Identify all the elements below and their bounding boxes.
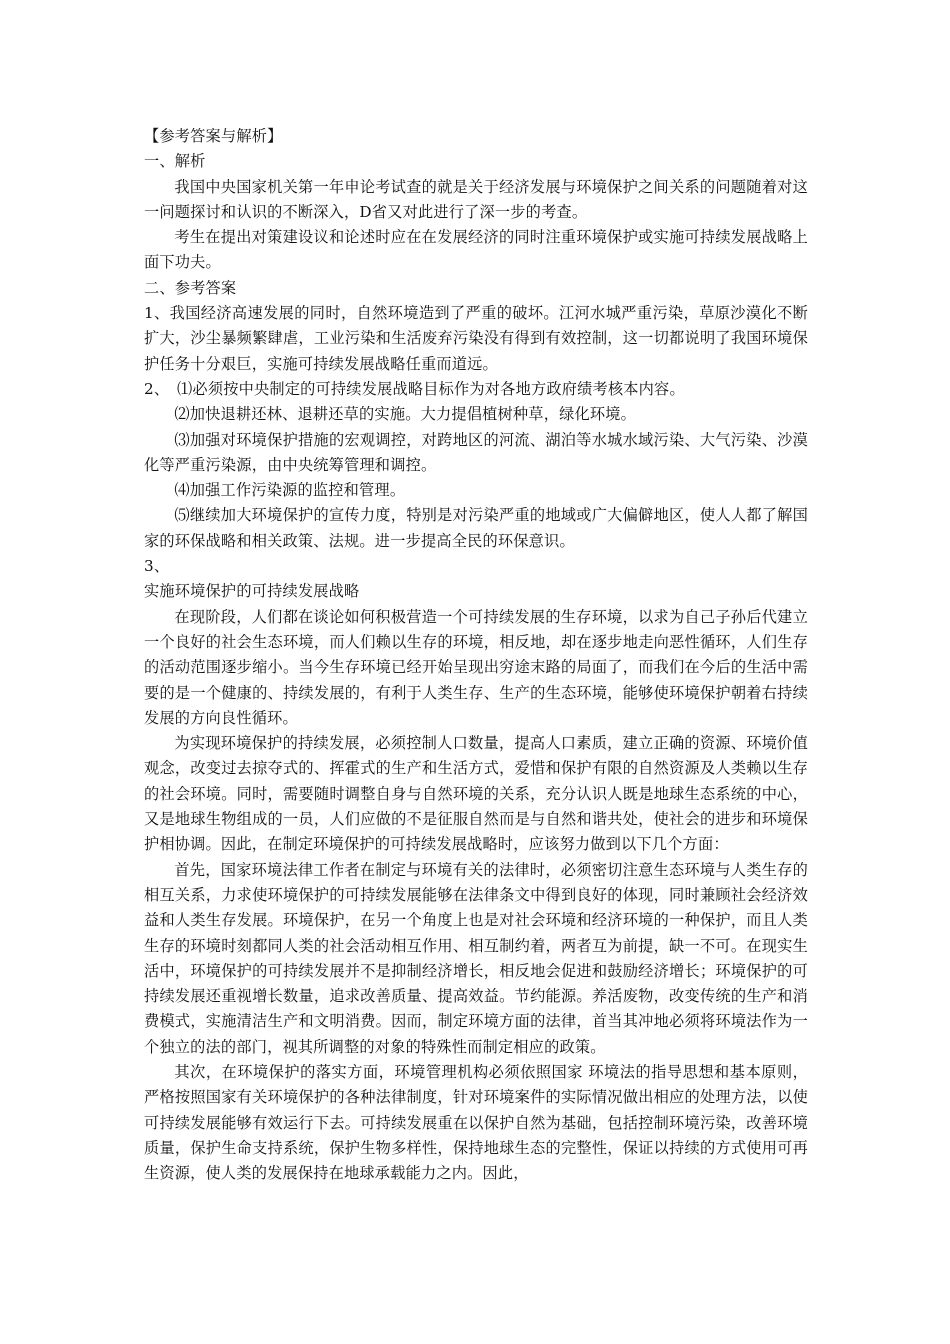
essay-title: 实施环境保护的可持续发展战略 xyxy=(144,582,360,601)
answer-3-number: 3、 xyxy=(144,557,170,576)
document-page xyxy=(144,124,808,1186)
section-heading-answers: 二、参考答案 xyxy=(144,278,237,297)
essay-paragraph: 首先，国家环境法律工作者在制定与环境有关的法律时，必须密切注意生态环境与人类生存的相互关系，力求使环境保护的可持续发展能够在法律条文中得到良好的体现，同时兼顾社会经济效益和人类生存发展。环境保护，在另一个角度上也是对社会环境和经济环境的一种保护，而且人类生存的环境时刻都同人类的社会活动相互作用、相互制约着，两者互为前提，缺一不可。在现实生活中，环境保护的可持续发展并不是抑制经济增长，相反地会促进和鼓励经济增长；环境保护的可持续发展还重视增长数量，追求改善质量、提高效益。节约能源。养活废物，改变传统的生产和消费模式，实施清洁生产和文明消费。因而，制定环境方面的法律，首当其冲地必须将环境法作为一个独立的法的部门，视其所调整的对象的特殊性而制定相应的政策。 xyxy=(144,860,808,1056)
essay-paragraph: 在现阶段，人们都在谈论如何积极营造一个可持续发展的生存环境，以求为自己子孙后代建立一个良好的社会生态环境，而人们赖以生存的环境，相反地，却在逐步地走向恶性循环，人们生存的活动范围逐步缩小。当今生存环境已经开始呈现出穷途末路的局面了，而我们在今后的生活中需要的是一个健康的、持续发展的，有利于人类生存、生产的生态环境，能够使环境保护朝着右持续发展的方向良性循环。 xyxy=(144,607,808,727)
answer-1: 1、我国经济高速发展的同时，自然环境造到了严重的破坏。江河水城严重污染，草原沙漠化不断扩大，沙尘暴频繁肆虐，工业污染和生活废弃污染没有得到有效控制，这一切都说明了我国环境保护任务十分艰巨，实施可持续发展战略任重而道远。 xyxy=(144,304,808,373)
answer-2-item: ⑶加强对环境保护措施的宏观调控，对跨地区的河流、湖泊等水城水域污染、大气污染、沙漠化等严重污染源，由中央统筹管理和调控。 xyxy=(144,430,808,474)
answer-2-item: ⑸继续加大环境保护的宣传力度，特别是对污染严重的地域或广大偏僻地区，使人人都了解国家的环保战略和相关政策、法规。进一步提高全民的环保意识。 xyxy=(144,506,808,550)
answer-2-first-item: 2、 ⑴必须按中央制定的可持续发展战略目标作为对各地方政府绩考核本内容。 xyxy=(144,379,685,398)
essay-paragraph: 其次，在环境保护的落实方面，环境管理机构必须依照国家 环境法的指导思想和基本原则，严格按照国家有关环境保护的各种法律制度，针对环境案件的实际情况做出相应的处理方法，以使可持续发展能够有效运行下去。可持续发展重在以保护自然为基础，包括控制环境污染，改善环境质量，保护生命支持系统，保护生物多样性，保持地球生态的完整性，保证以持续的方式使用可再生资源，使人类的发展保持在地球承载能力之内。因此， xyxy=(144,1062,808,1183)
answer-2-item: ⑵加快退耕还林、退耕还草的实施。大力提倡植树种草，绿化环境。 xyxy=(174,405,637,424)
document-title: 【参考答案与解析】 xyxy=(144,127,283,145)
analysis-paragraph: 考生在提出对策建设议和论述时应在在发展经济的同时注重环境保护或实施可持续发展战略上面下功夫。 xyxy=(144,228,808,272)
section-heading-analysis: 一、解析 xyxy=(144,152,206,171)
essay-paragraph: 为实现环境保护的持续发展，必须控制人口数量，提高人口素质，建立正确的资源、环境价值观念，改变过去掠夺式的、挥霍式的生产和生活方式，爱惜和保护有限的自然资源及人类赖以生存的社会环境。同时，需要随时调整自身与自然环境的关系，充分认识人既是地球生态系统的中心，又是地球生物组成的一员，人们应做的不是征服自然而是与自然和谐共处，使社会的进步和环境保护相协调。因此，在制定环境保护的可持续发展战略时，应该努力做到以下几个方面： xyxy=(144,734,808,854)
answer-2-item: ⑷加强工作污染源的监控和管理。 xyxy=(174,481,406,500)
analysis-paragraph: 我国中央国家机关第一年申论考试查的就是关于经济发展与环境保护之间关系的问题随着对这一问题探讨和认识的不断深入，D省又对此进行了深一步的考查。 xyxy=(144,177,808,221)
